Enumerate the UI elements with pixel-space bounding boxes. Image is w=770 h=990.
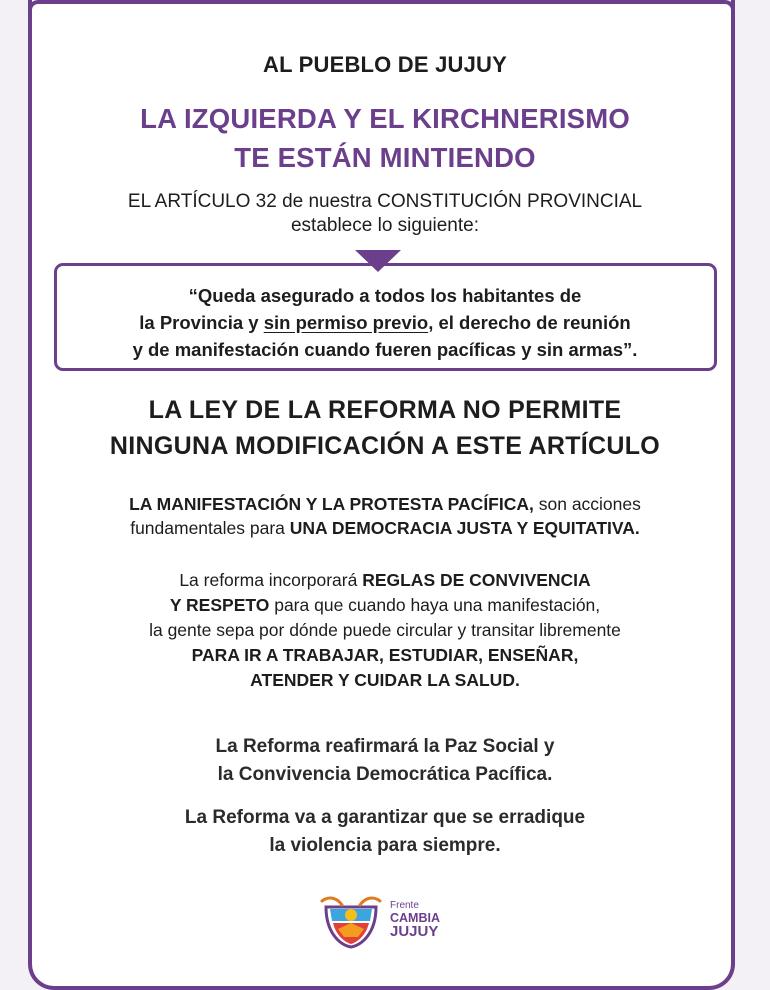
bold-text: REGLAS DE CONVIVENCIA: [362, 570, 591, 590]
law-line-1: LA LEY DE LA REFORMA NO PERMITE: [148, 396, 622, 424]
intro-text: [0, 190, 770, 238]
quote-text: , el derecho de reunión: [428, 312, 631, 333]
quote-pointer-arrow: [355, 250, 401, 272]
bold-text: Y RESPETO: [169, 595, 270, 615]
logo-emblem-icon: [318, 893, 384, 949]
logo-word-cambia: CAMBIA: [390, 911, 440, 925]
closing-line: la Convivencia Democrática Pacífica.: [217, 764, 553, 785]
logo-word-frente: Frente: [390, 900, 419, 911]
intro-line-2: establece lo siguiente:: [290, 215, 479, 236]
body-text: para que cuando haya una manifestación,: [269, 595, 601, 615]
quote-text: la Provincia y: [139, 312, 264, 333]
paragraph-protest: [0, 492, 770, 540]
article-quote: [0, 282, 770, 363]
body-text: son acciones: [533, 494, 641, 514]
headline-line-1: LA IZQUIERDA Y EL KIRCHNERISMO: [140, 103, 630, 134]
intro-line-1: EL ARTÍCULO 32 de nuestra CONSTITUCIÓN PROVINCIAL: [127, 191, 643, 212]
paragraph-line: [0, 593, 770, 618]
paragraph-line: [0, 516, 770, 540]
paragraph-reform: [0, 568, 770, 693]
logo-word-jujuy: JUJUY: [390, 923, 439, 940]
closing-statement-1: [0, 733, 770, 789]
closing-statement-2: [0, 804, 770, 860]
closing-line: La Reforma va a garantizar que se erradique: [184, 807, 586, 828]
closing-line: la violencia para siempre.: [269, 835, 501, 856]
quote-line-1: “Queda asegurado a todos los habitantes de: [188, 285, 582, 306]
headline-line-2: TE ESTÁN MINTIENDO: [234, 142, 536, 173]
quote-line-3: y de manifestación cuando fueren pacíficas y sin armas”.: [132, 339, 638, 360]
body-text: La reforma incorporará: [179, 570, 363, 590]
logo-wordmark: [390, 899, 440, 938]
kicker-heading: AL PUEBLO DE JUJUY: [262, 52, 508, 77]
frente-cambia-jujuy-logo: [318, 893, 458, 949]
paragraph-line: [0, 492, 770, 516]
paragraph-line: ATENDER Y CUIDAR LA SALUD.: [250, 670, 520, 690]
body-text: fundamentales para: [130, 518, 290, 538]
quote-line-2: [0, 309, 770, 336]
bold-text: UNA DEMOCRACIA JUSTA Y EQUITATIVA.: [289, 518, 640, 538]
main-headline: [0, 99, 770, 177]
paragraph-line: PARA IR A TRABAJAR, ESTUDIAR, ENSEÑAR,: [191, 645, 579, 665]
paragraph-line: la gente sepa por dónde puede circular y transitar libremente: [149, 620, 621, 640]
bold-text: LA MANIFESTACIÓN Y LA PROTESTA PACÍFICA,: [129, 494, 534, 514]
paragraph-line: [0, 568, 770, 593]
law-statement: [0, 392, 770, 464]
quote-underlined-text: sin permiso previo: [263, 312, 429, 333]
closing-line: La Reforma reafirmará la Paz Social y: [215, 736, 555, 757]
law-line-2: NINGUNA MODIFICACIÓN A ESTE ARTÍCULO: [109, 432, 661, 460]
